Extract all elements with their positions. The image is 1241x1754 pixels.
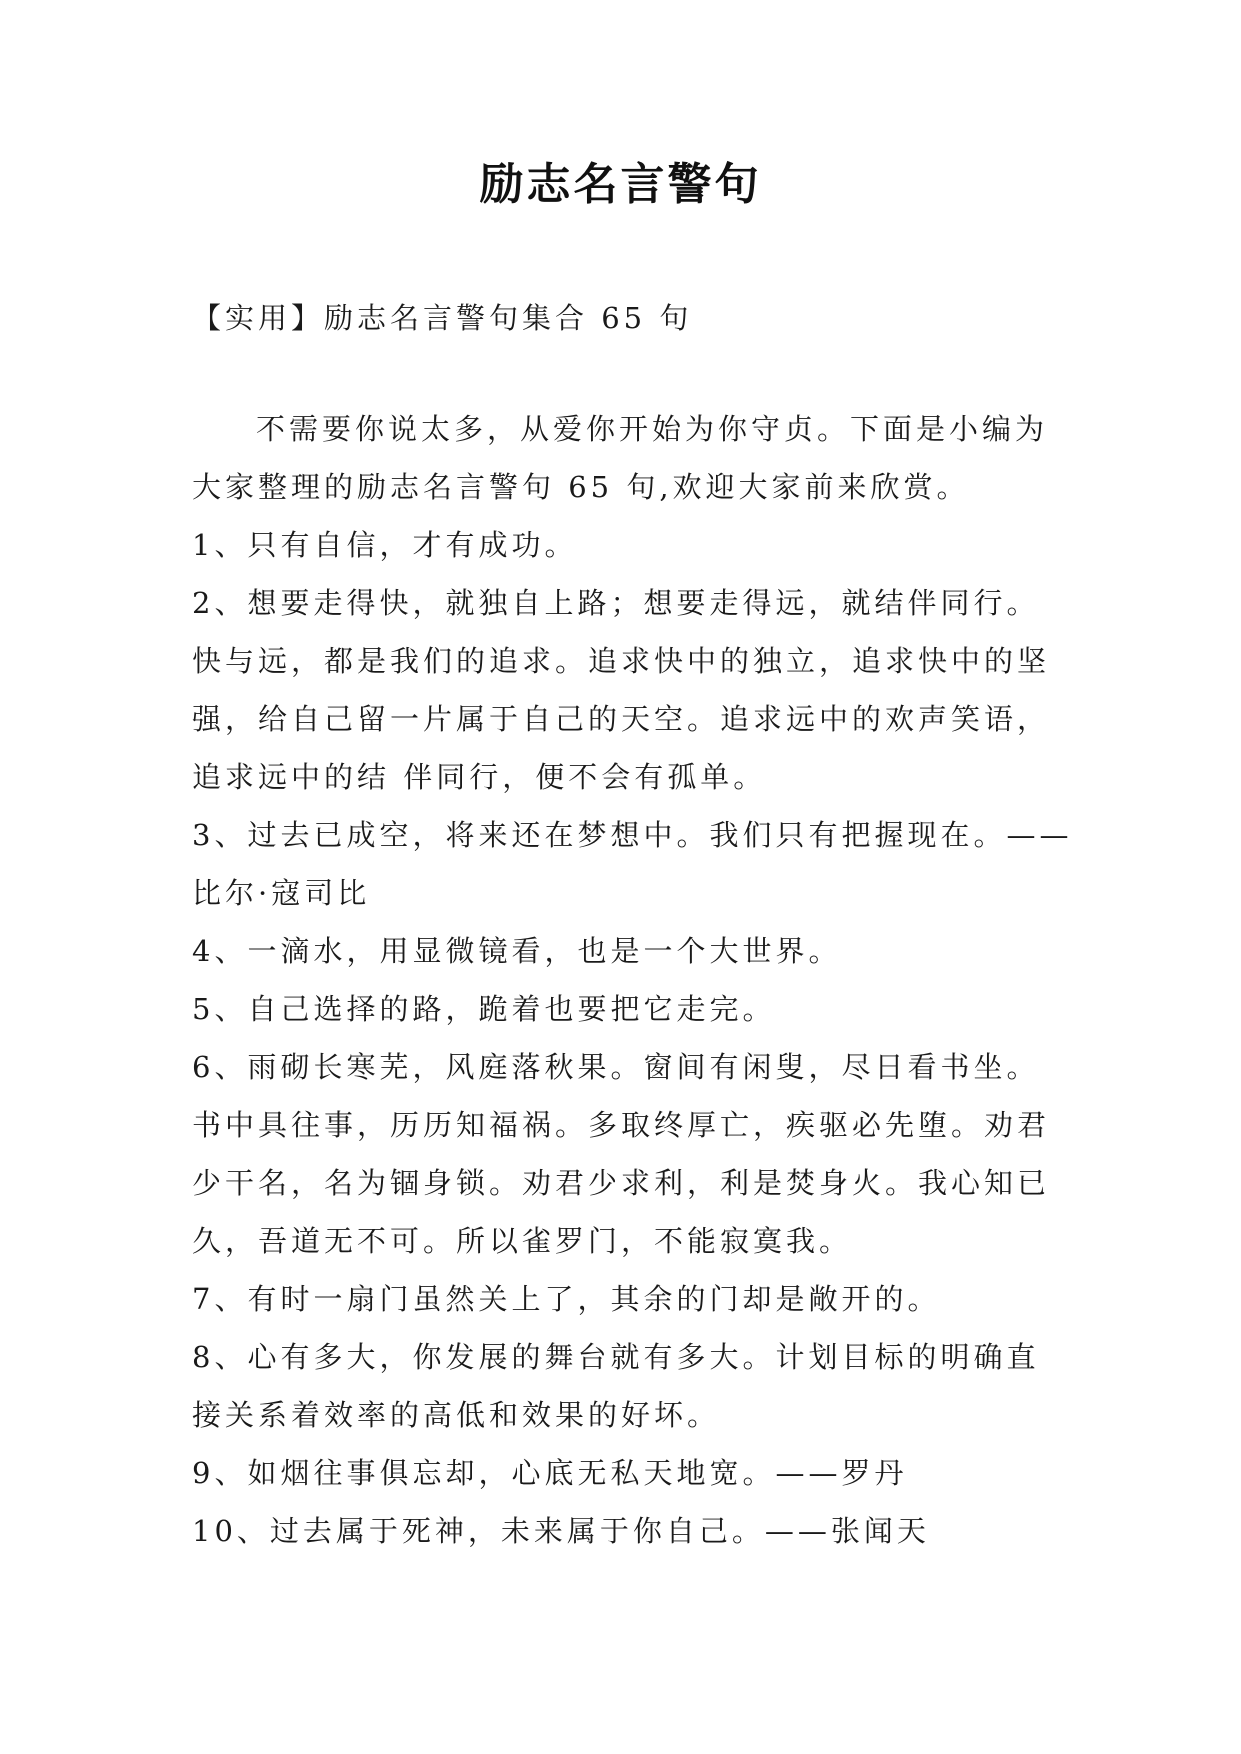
body-line: 4、一滴水，用显微镜看，也是一个大世界。 bbox=[192, 934, 842, 968]
body-line: 接关系着效率的高低和效果的好坏。 bbox=[192, 1398, 721, 1432]
body-line: 比尔·寇司比 bbox=[192, 876, 371, 910]
body-line: 5、自己选择的路，跪着也要把它走完。 bbox=[192, 992, 776, 1026]
body-line: 7、有时一扇门虽然关上了，其余的门却是敞开的。 bbox=[192, 1282, 941, 1316]
body-line: 久，吾道无不可。所以雀罗门，不能寂寞我。 bbox=[192, 1224, 853, 1258]
document-subtitle: 【实用】励志名言警句集合 65 句 bbox=[192, 301, 693, 335]
body-line: 1、只有自信，才有成功。 bbox=[192, 528, 578, 562]
body-line: 强，给自己留一片属于自己的天空。追求远中的欢声笑语， bbox=[192, 702, 1051, 736]
body-line: 书中具往事，历历知福祸。多取终厚亡，疾驱必先堕。劝君 bbox=[192, 1108, 1051, 1142]
body-line: 不需要你说太多，从爱你开始为你守贞。下面是小编为 bbox=[256, 412, 1049, 446]
body-line: 3、过去已成空，将来还在梦想中。我们只有把握现在。—— bbox=[192, 818, 1073, 852]
body-line: 9、如烟往事俱忘却，心底无私天地宽。——罗丹 bbox=[192, 1456, 908, 1490]
body-line: 快与远，都是我们的追求。追求快中的独立，追求快中的坚 bbox=[192, 644, 1051, 678]
document-title: 励志名言警句 bbox=[479, 159, 762, 210]
body-line: 10、过去属于死神，未来属于你自己。——张闻天 bbox=[192, 1514, 930, 1548]
body-line: 8、心有多大，你发展的舞台就有多大。计划目标的明确直 bbox=[192, 1340, 1040, 1374]
document-body bbox=[192, 400, 1073, 1560]
body-line: 2、想要走得快，就独自上路；想要走得远，就结伴同行。 bbox=[192, 586, 1040, 620]
body-line: 6、雨砌长寒芜，风庭落秋果。窗间有闲叟，尽日看书坐。 bbox=[192, 1050, 1040, 1084]
body-line: 大家整理的励志名言警句 65 句,欢迎大家前来欣赏。 bbox=[192, 470, 970, 504]
body-line: 少干名，名为锢身锁。劝君少求利，利是焚身火。我心知已 bbox=[192, 1166, 1051, 1200]
body-line: 追求远中的结 伴同行，便不会有孤单。 bbox=[192, 760, 767, 794]
